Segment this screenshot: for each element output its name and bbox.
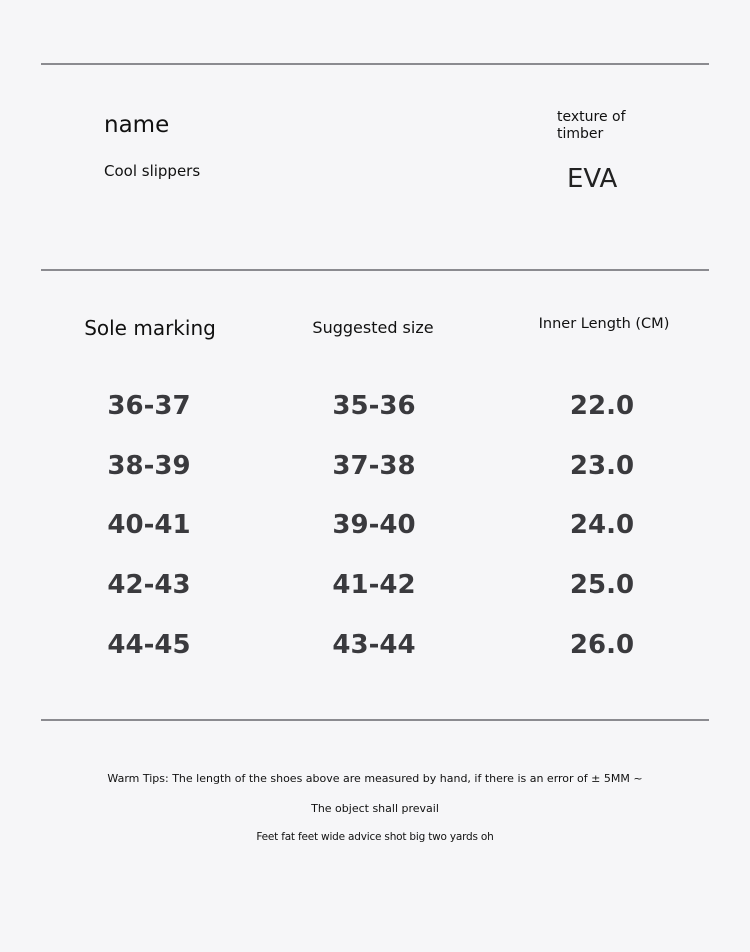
table-row [0,503,750,563]
bottom-divider [41,719,709,721]
cell-suggested-size: 37-38 [332,450,416,481]
column-header-sole-marking: Sole marking [84,316,216,340]
warm-tip-advice: Feet fat feet wide advice shot big two yards oh [256,831,494,843]
product-name-value: Cool slippers [104,162,201,180]
cell-inner-length: 22.0 [569,391,635,421]
cell-sole-marking: 42-43 [107,570,191,601]
table-row [0,563,750,623]
warm-tip-measurement: Warm Tips: The length of the shoes above are measured by hand, if there is an error of ± 5MM ~ [107,772,643,785]
cell-suggested-size: 43-44 [332,629,416,660]
top-divider [41,63,709,65]
table-row [0,623,750,683]
cell-inner-length: 23.0 [569,450,635,481]
middle-divider [41,269,709,271]
cell-suggested-size: 39-40 [332,510,416,541]
column-header-inner-length: Inner Length (CM) [538,316,670,332]
cell-suggested-size: 35-36 [332,391,416,421]
cell-sole-marking: 36-37 [107,391,191,421]
cell-inner-length: 26.0 [569,629,635,660]
cell-sole-marking: 38-39 [107,450,191,481]
cell-inner-length: 25.0 [569,570,635,601]
size-table [0,384,750,682]
column-header-suggested-size: Suggested size [312,318,434,337]
material-value: EVA [567,164,618,194]
cell-sole-marking: 44-45 [107,629,191,660]
table-row [0,384,750,444]
table-row [0,444,750,504]
cell-suggested-size: 41-42 [332,570,416,601]
warm-tip-object: The object shall prevail [311,802,439,815]
cell-inner-length: 24.0 [569,510,635,541]
cell-sole-marking: 40-41 [107,510,191,541]
material-label: texture of timber [557,109,626,142]
product-name-label: name [104,112,170,138]
